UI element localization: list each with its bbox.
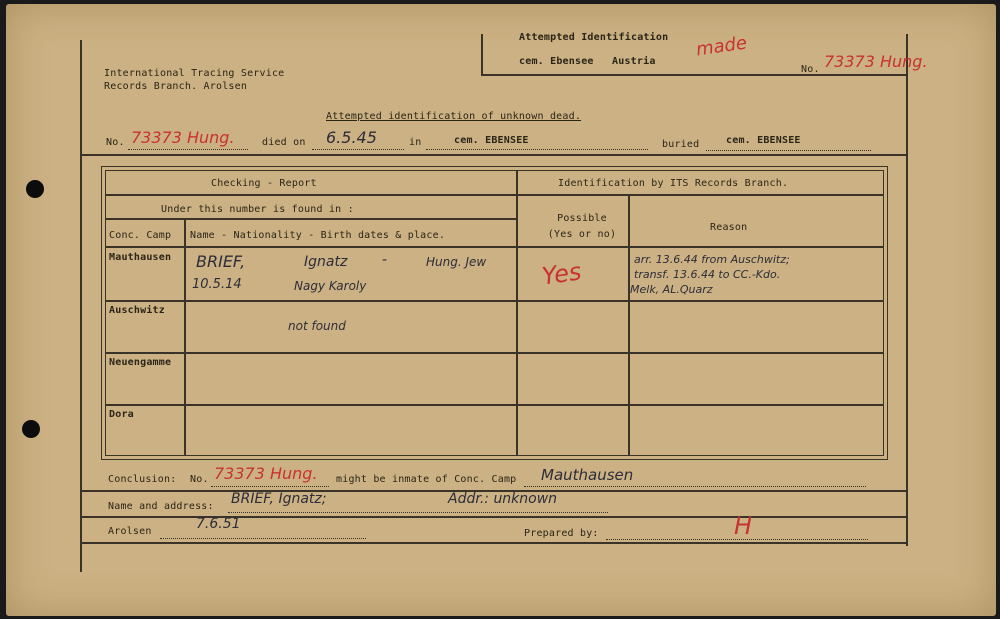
prepared-by-label: Prepared by: [524, 528, 599, 539]
conclusion-camp-value: Mauthausen [541, 466, 634, 484]
header-box-left [481, 34, 483, 74]
died-value: 6.5.45 [326, 128, 377, 147]
row-camp-auschwitz: Auschwitz [109, 305, 165, 316]
col-divider-reason [628, 196, 630, 455]
date-dots [160, 538, 366, 539]
date-value: 7.6.51 [196, 516, 241, 532]
row-rule-2 [105, 352, 883, 354]
col-divider-main [516, 170, 518, 455]
row-rule-3 [105, 404, 883, 406]
record-no-dots [128, 149, 248, 150]
row-rule-under [105, 218, 517, 220]
punch-hole [26, 180, 44, 198]
name-address-dots [228, 512, 608, 513]
conclusion-no-value: 73373 Hung. [214, 464, 318, 483]
col-head-possible: Possible (Yes or no) [547, 213, 617, 240]
in-dots [426, 149, 648, 150]
left-margin-rule [80, 40, 82, 572]
org-line-2: Records Branch. Arolsen [104, 81, 248, 92]
right-margin-rule [906, 34, 908, 546]
col-head-camp: Conc. Camp [109, 230, 172, 241]
prepared-by-initials: H [734, 512, 753, 540]
row-rule-colheads [105, 246, 883, 248]
conclusion-no-dots [211, 486, 329, 487]
handwritten-made: made [694, 32, 749, 61]
checking-header: Checking - Report [211, 178, 317, 189]
row-birthdate: 10.5.14 [192, 277, 242, 292]
buried-label: buried [662, 139, 700, 150]
row-rule-header [105, 194, 883, 196]
box-title: Attempted Identification [519, 32, 669, 43]
row-reason-3: Melk, AL.Quarz [630, 283, 713, 296]
box-cem: cem. Ebensee [519, 56, 594, 67]
row-camp-mauthausen: Mauthausen [109, 252, 172, 263]
row-reason-1: arr. 13.6.44 from Auschwitz; [634, 253, 790, 266]
conclusion-no-label: No. [190, 474, 209, 485]
row-reason-2: transf. 13.6.44 to CC.-Kdo. [634, 268, 781, 281]
row-name-given: Ignatz [304, 254, 348, 270]
in-value: cem. EBENSEE [454, 135, 529, 146]
row-name-surname: BRIEF, [196, 252, 246, 271]
address-value: Addr.: unknown [448, 491, 558, 507]
conclusion-label: Conclusion: [108, 474, 177, 485]
row-rule-1 [105, 300, 883, 302]
box-country: Austria [612, 56, 656, 67]
conclusion-text: might be inmate of Conc. Camp [336, 474, 517, 485]
record-card [6, 4, 996, 616]
record-no-value: 73373 Hung. [131, 128, 235, 147]
col-head-name: Name - Nationality - Birth dates & place. [190, 230, 446, 241]
org-line-1: International Tracing Service [104, 68, 285, 79]
bottom-rule [80, 542, 907, 544]
place-label: Arolsen [108, 526, 152, 537]
buried-value: cem. EBENSEE [726, 135, 801, 146]
punch-hole [22, 420, 40, 438]
row-camp-dora: Dora [109, 409, 134, 420]
col-head-reason: Reason [710, 222, 748, 233]
row-name-dash: - [382, 252, 388, 268]
name-address-label: Name and address: [108, 501, 214, 512]
under-number-text: Under this number is found in : [161, 204, 354, 215]
name-address-value: BRIEF, Ignatz; [231, 491, 327, 507]
conclusion-camp-dots [524, 486, 866, 487]
row-possible-yes: Yes [540, 257, 584, 291]
died-dots [312, 149, 404, 150]
record-no-label: No. [106, 137, 125, 148]
row-not-found: not found [288, 319, 346, 333]
identification-header: Identification by ITS Records Branch. [558, 178, 789, 189]
buried-dots [706, 150, 871, 151]
in-label: in [409, 137, 422, 148]
box-no-value: 73373 Hung. [824, 52, 928, 71]
row-nationality: Hung. Jew [426, 255, 487, 269]
col-divider-camp [184, 219, 186, 455]
died-label: died on [262, 137, 306, 148]
row-birthplace: Nagy Karoly [294, 279, 367, 293]
form-title: Attempted identification of unknown dead. [326, 111, 582, 122]
row-camp-neuengamme: Neuengamme [109, 357, 172, 368]
record-rule [80, 154, 907, 156]
box-no-label: No. [801, 64, 820, 75]
header-box-bottom [481, 74, 907, 76]
